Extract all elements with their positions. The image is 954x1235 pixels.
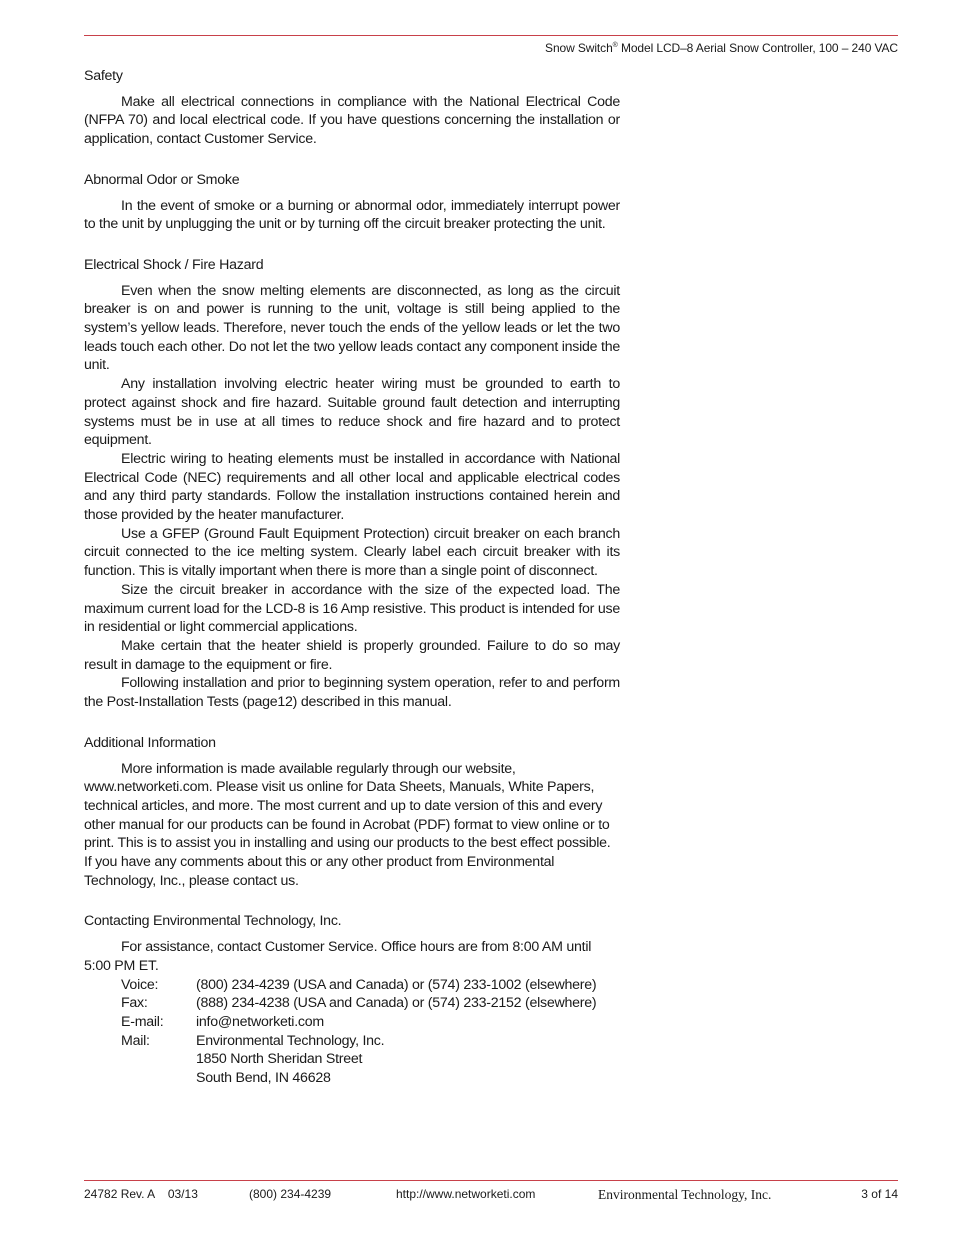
footer-page-number: 3 of 14: [861, 1187, 898, 1201]
paragraph: Use a GFEP (Ground Fault Equipment Protection) circuit breaker on each branch circuit connected to the ice melting system. Clearly label each circuit breaker with its function. This is vitally important when there is more than a single point of disconnect.: [84, 525, 620, 580]
contact-label: E-mail:: [121, 1013, 164, 1030]
footer-rule: [84, 1180, 898, 1181]
mail-line: Environmental Technology, Inc.: [196, 1032, 385, 1049]
contact-value: (800) 234-4239 (USA and Canada) or (574) 233-1002 (elsewhere): [196, 976, 597, 993]
section-heading: Safety: [84, 68, 123, 84]
footer-phone: (800) 234-4239: [249, 1187, 332, 1201]
footer-revision: 24782 Rev. A 03/13: [84, 1187, 198, 1201]
contact-row-mail: [121, 1032, 596, 1088]
paragraph: More information is made available regularly through our website, www.networketi.com. Please visit us online for Data Sheets, Manuals, White Papers, technical articles, and more. The most current and up to date version of this and every other manual for our products can be found in Acrobat (PDF) format to view online or to print. This is to assist you in installing and using our products to the best effect possible. If you have any comments about this or any other product from Environmental Technology, Inc., please contact us.: [84, 760, 611, 889]
brand-name: Snow Switch: [545, 41, 613, 55]
section-heading: Abnormal Odor or Smoke: [84, 171, 240, 188]
section-additional-info: [84, 734, 620, 891]
page-footer: [84, 1187, 898, 1205]
section-contact: [84, 912, 620, 1087]
paragraph: Make certain that the heater shield is properly grounded. Failure to do so may result in damage to the equipment or fire.: [84, 637, 620, 673]
paragraph: Any installation involving electric heater wiring must be grounded to earth to protect against shock and fire hazard. Suitable ground fault detection and interrupting systems must be in use at all times to reduce shock and fire hazard and to protect equipment.: [84, 376, 620, 449]
section-odor-smoke: [84, 171, 620, 234]
contact-table: [121, 976, 596, 1088]
header-rule: [84, 35, 898, 36]
section-heading: Electrical Shock / Fire Hazard: [84, 256, 264, 273]
mail-line: 1850 North Sheridan Street: [196, 1051, 363, 1068]
section-heading: Contacting Environmental Technology, Inc.: [84, 913, 342, 930]
contact-row-voice: [121, 976, 596, 995]
mail-line: South Bend, IN 46628: [196, 1070, 331, 1087]
paragraph: Electric wiring to heating elements must be installed in accordance with National Electrical Code (NEC) requirements and all other local and applicable electrical codes and any third party standards. Follow the installation instructions contained herein and those provided by the heater manufacturer.: [84, 450, 620, 524]
paragraph: Size the circuit breaker in accordance with the size of the expected load. The maximum current load for the LCD-8 is 16 Amp resistive. This product is intended for use in residential or light commercial applications.: [84, 581, 620, 636]
contact-label: Fax:: [121, 995, 148, 1012]
document-header: [545, 41, 898, 55]
contact-row-fax: [121, 994, 596, 1013]
footer-company: Environmental Technology, Inc.: [598, 1187, 772, 1202]
registered-mark: ®: [612, 42, 618, 49]
section-shock-fire: [84, 256, 620, 712]
footer-url: http://www.networketi.com: [396, 1187, 536, 1201]
section-safety: [84, 67, 620, 149]
contact-value: [196, 1032, 596, 1088]
paragraph: In the event of smoke or a burning or abnormal odor, immediately interrupt power to the unit by unplugging the unit or by turning off the circuit breaker protecting the unit.: [84, 197, 620, 233]
paragraph: Even when the snow melting elements are disconnected, as long as the circuit breaker is on and power is running to the unit, voltage is still being applied to the system’s yellow leads. Therefore, never touch the ends of the yellow leads or let the two leads touch each other. Do not let the two yellow leads contact any component inside the unit.: [84, 282, 620, 374]
contact-value: (888) 234-4238 (USA and Canada) or (574) 233-2152 (elsewhere): [196, 995, 597, 1012]
header-title: Model LCD–8 Aerial Snow Controller, 100 – 240 VAC: [617, 41, 898, 55]
paragraph: Make all electrical connections in compliance with the National Electrical Code (NFPA 70) and local electrical code. If you have questions concerning the installation or application, contact Customer Service.: [84, 93, 620, 148]
paragraph: Following installation and prior to beginning system operation, refer to and perform the Post-Installation Tests (page12) described in this manual.: [84, 675, 620, 711]
contact-label: Voice:: [121, 976, 159, 993]
contact-value: info@networketi.com: [196, 1013, 324, 1030]
contact-intro: For assistance, contact Customer Service. Office hours are from 8:00 AM until 5:00 PM ET.: [84, 939, 592, 974]
contact-label: Mail:: [121, 1032, 150, 1049]
page-content: [84, 67, 620, 1110]
section-heading: Additional Information: [84, 734, 216, 751]
contact-row-email: [121, 1013, 596, 1032]
